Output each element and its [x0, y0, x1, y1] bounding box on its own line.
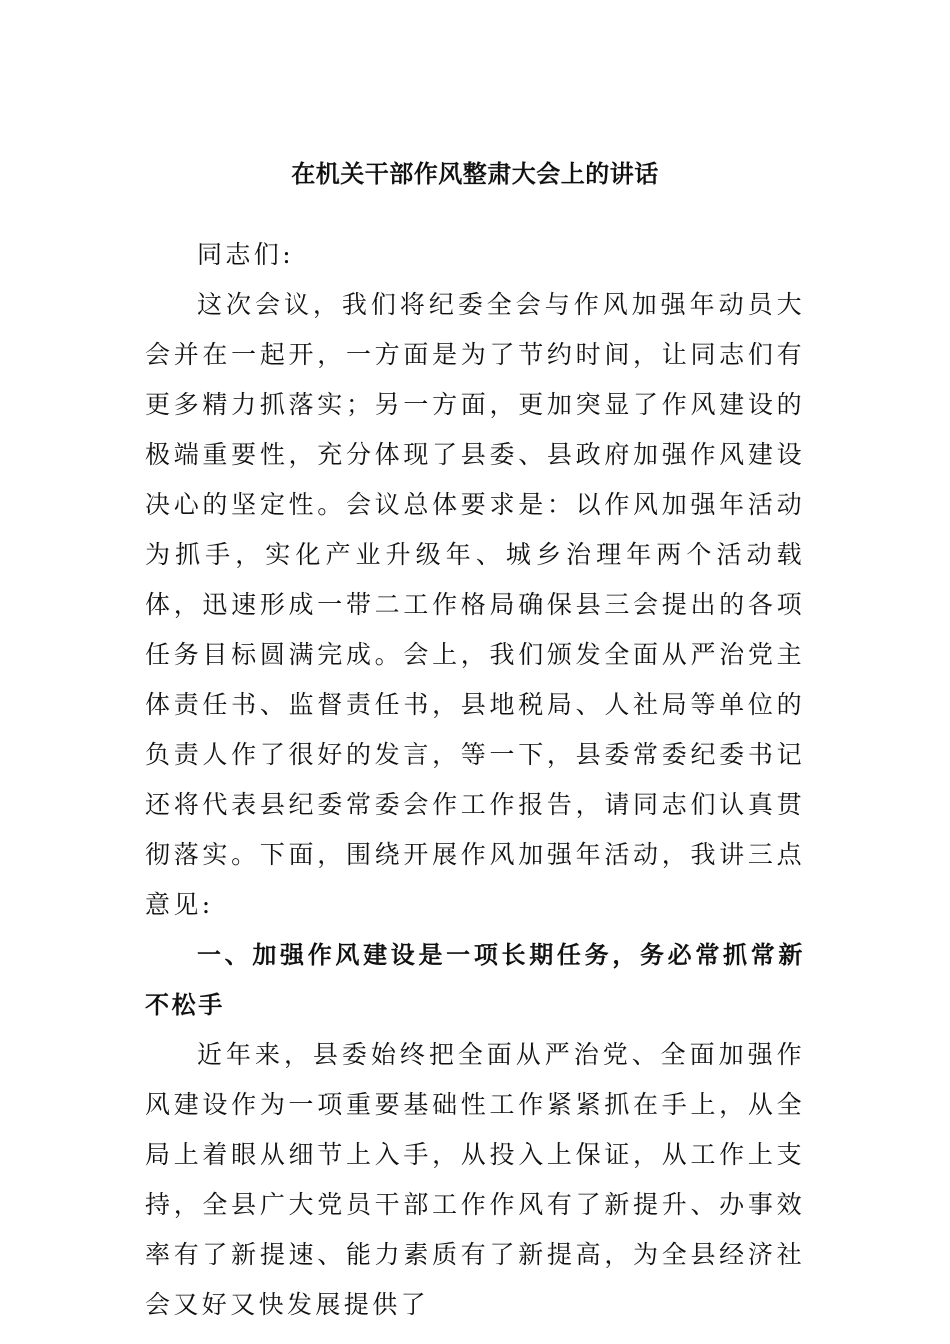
section-heading-1: 一、加强作风建设是一项长期任务，务必常抓常新不松手 — [145, 941, 805, 1019]
salutation: 同志们: — [197, 240, 295, 269]
paragraph-opening: 这次会议，我们将纪委全会与作风加强年动员大会并在一起开，一方面是为了节约时间，让同志们有更多精力抓落实；另一方面，更加突显了作风建设的极端重要性，充分体现了县委、县政府加强作风建设决心的坚定性。会议总体要求是：以作风加强年活动为抓手，实化产业升级年、城乡治理年两个活动载体，迅速形成一带二工作格局确保县三会提出的各项任务目标圆满完成。会上，我们颁发全面从严治党主体责任书、监督责任书，县地税局、人社局等单位的负责人作了很好的发言，等一下，县委常委纪委书记还将代表县纪委常委会作工作报告，请同志们认真贯彻落实。下面，围绕开展作风加强年活动，我讲三点意见: — [145, 290, 805, 919]
paragraph-section-1: 近年来，县委始终把全面从严治党、全面加强作风建设作为一项重要基础性工作紧紧抓在手上，从全局上着眼从细节上入手，从投入上保证，从工作上支持，全县广大党员干部工作作风有了新提升、办事效率有了新提速、能力素质有了新提高，为全县经济社会又好又快发展提供了 — [145, 1040, 805, 1319]
document-title: 在机关干部作风整肃大会上的讲话 — [291, 160, 659, 188]
document-body — [145, 230, 805, 1330]
